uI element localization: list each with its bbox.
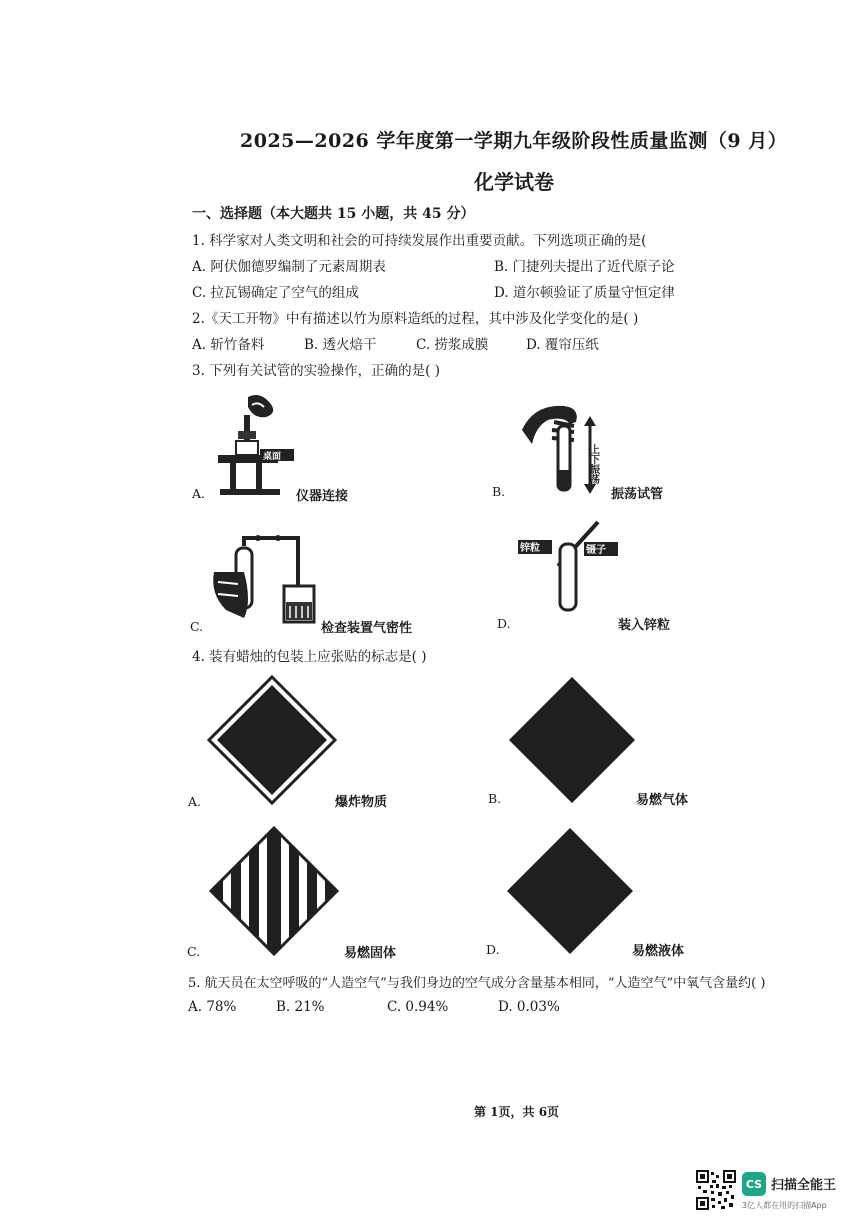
q4-option-b-letter: B.: [488, 791, 502, 806]
q5-option-d: D. 0.03%: [498, 999, 560, 1015]
scanner-watermark: [742, 1170, 852, 1214]
q4-option-a-letter: A.: [188, 794, 202, 809]
q4-option-b-caption: 易燃气体: [636, 793, 689, 808]
q1-option-b: B. 门捷列夫提出了近代原子论: [494, 259, 675, 275]
scanner-tagline: 3亿人都在用的扫描App: [742, 1201, 827, 1210]
q5-option-a: A. 78%: [188, 999, 237, 1015]
q3-option-b-caption: 振荡试管: [611, 487, 664, 502]
q4-option-c-caption: 易燃固体: [344, 946, 397, 961]
q2-option-a: A. 斩竹备料: [192, 337, 265, 353]
q4-option-d-letter: D.: [486, 942, 500, 957]
q4-option-a-caption: 爆炸物质: [335, 795, 388, 810]
q3-option-a-caption: 仪器连接: [296, 489, 349, 504]
exam-title: 2025—2026 学年度第一学期九年级阶段性质量监测（9 月）: [240, 130, 788, 152]
q4-sign-c-flammable-solid: [209, 826, 339, 956]
q3-option-c-letter: C.: [190, 619, 204, 634]
q2-option-c: C. 捞浆成膜: [416, 337, 489, 353]
q4-sign-b-flammable-gas: [507, 675, 637, 805]
q3-option-c-caption: 检查装置气密性: [321, 621, 413, 636]
q3-b-inner-label: 上下振荡: [587, 444, 599, 484]
section-heading: 一、选择题（本大题共 15 小题，共 45 分）: [192, 206, 475, 222]
q4-option-d-caption: 易燃液体: [632, 944, 685, 959]
q4-sign-d-flammable-liquid: [505, 826, 635, 956]
page-number: 第 1页，共 6页: [474, 1105, 560, 1119]
q2-option-b: B. 透火焙干: [304, 337, 377, 353]
q3-figure-c: [208, 532, 318, 627]
q3-option-d-caption: 装入锌粒: [618, 618, 671, 633]
qr-code-icon: [696, 1170, 736, 1210]
q3-option-b-letter: B.: [492, 484, 506, 499]
q3-a-inner-label: 桌面: [263, 452, 282, 462]
question-2-stem: 2.《天工开物》中有描述以竹为原料造纸的过程，其中涉及化学变化的是( ): [192, 311, 639, 327]
q1-option-d: D. 道尔顿验证了质量守恒定律: [494, 285, 675, 301]
scanner-logo-icon: CS: [742, 1172, 766, 1196]
q3-option-a-letter: A.: [192, 486, 206, 501]
q2-option-d: D. 覆帘压纸: [526, 337, 599, 353]
q1-option-a: A. 阿伏伽德罗编制了元素周期表: [192, 259, 386, 275]
q3-d-inner-label-left: 锌粒: [520, 543, 540, 554]
q3-figure-a: [208, 393, 308, 498]
q1-option-c: C. 拉瓦锡确定了空气的组成: [192, 285, 359, 301]
q4-option-c-letter: C.: [187, 944, 201, 959]
question-4-stem: 4. 装有蜡烛的包装上应张贴的标志是( ): [192, 649, 427, 665]
q3-option-d-letter: D.: [497, 616, 511, 631]
q3-figure-b: [514, 400, 614, 500]
question-5-stem: 5. 航天员在太空呼吸的“人造空气”与我们身边的空气成分含量基本相同，“人造空气”中氧气含量约( ): [188, 976, 766, 991]
q4-sign-a-explosive: [207, 675, 337, 805]
q5-option-c: C. 0.94%: [387, 999, 449, 1015]
q3-d-inner-label-right: 镊子: [586, 545, 606, 556]
question-1-stem: 1. 科学家对人类文明和社会的可持续发展作出重要贡献。下列选项正确的是(: [192, 233, 647, 249]
scanner-app-name: 扫描全能王: [771, 1178, 837, 1193]
question-3-stem: 3. 下列有关试管的实验操作，正确的是( ): [192, 363, 440, 379]
exam-subtitle: 化学试卷: [474, 170, 554, 194]
q3-figure-d: [518, 514, 628, 614]
q5-option-b: B. 21%: [276, 999, 325, 1015]
